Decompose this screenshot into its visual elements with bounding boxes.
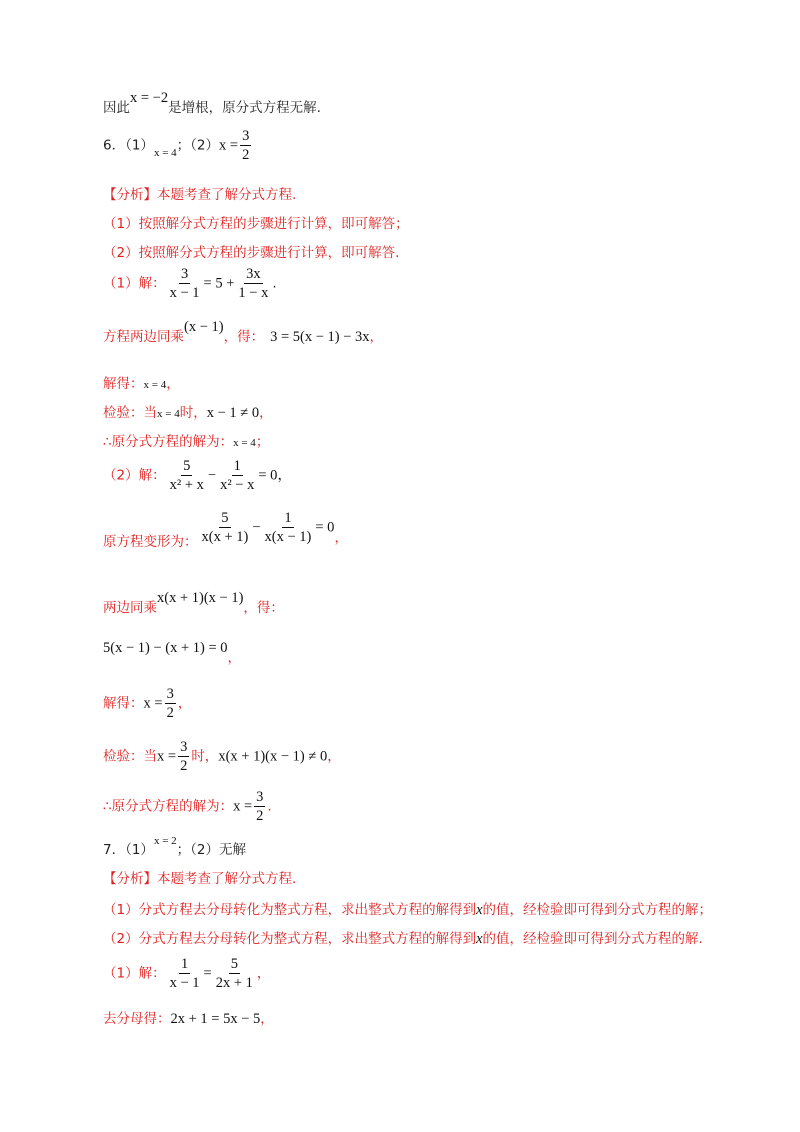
solution-7-1-equation: [103, 956, 270, 991]
text-multiply-both-sides: 方程两边同乘: [103, 329, 184, 345]
answer-7-part1: x = 2: [153, 835, 177, 847]
solution-6-2-check: [103, 739, 341, 774]
punct-period: .: [267, 798, 272, 815]
text-when: 时，: [191, 748, 219, 765]
solution-6-1-check: [103, 401, 273, 422]
math-factor: (x − 1): [184, 319, 224, 335]
text-when: 时，: [179, 405, 207, 421]
solution-6-1-equation: [103, 266, 277, 301]
analysis-7-step2-b: 的值，经检验即可得到分式方程的解.: [482, 931, 703, 947]
answer-6: [103, 128, 253, 163]
math-factor: x(x + 1)(x − 1): [157, 590, 244, 606]
math-minus: −: [207, 467, 217, 484]
analysis-7-step1: [103, 898, 712, 919]
math-equals-0: = 0，: [258, 467, 292, 484]
solution-6-2-solve: [103, 686, 191, 721]
punct-comma: ，: [334, 529, 348, 546]
text-get: ，得：: [243, 600, 284, 616]
punct-period: .: [272, 275, 277, 292]
solution-label: （1）解：: [103, 965, 166, 982]
analysis-6-step2: （2）按照解分式方程的步骤进行计算，即可解答.: [103, 245, 400, 261]
analysis-7-step1-b: 的值，经检验即可得到分式方程的解；: [482, 902, 713, 918]
answer-6-part1: x = 4: [153, 146, 177, 159]
answer-6-part2-lhs: x =: [219, 137, 239, 154]
math-minus: −: [252, 519, 261, 536]
punct-comma: ，: [260, 1011, 274, 1027]
punct-semicolon: ；: [255, 434, 270, 450]
text-check: 检验：当: [103, 405, 157, 421]
analysis-7-step2: [103, 927, 703, 948]
solution-6-1-conclusion: [103, 430, 269, 450]
line-extraneous-root: [103, 90, 321, 117]
answer-6-sep: ；（2）: [176, 137, 219, 154]
text-get: ，得：: [223, 329, 265, 345]
math-x-eq-4: x = 4: [157, 408, 180, 420]
math-var-x: x: [476, 902, 483, 918]
punct-comma: ，: [177, 695, 192, 712]
math-x-eq-neg2: x = −2: [130, 90, 169, 106]
text-therefore: 因此: [103, 100, 130, 116]
punct-comma: ，: [259, 405, 273, 421]
solution-6-1-multiply: [103, 319, 384, 346]
punct-comma: ，: [166, 376, 180, 392]
text-conclusion: ∴原分式方程的解为：: [103, 434, 234, 450]
analysis-6-step1: （1）按照解分式方程的步骤进行计算，即可解答；: [103, 216, 409, 232]
fraction-3-over-2: $\frac{3}{2}$: [256, 789, 264, 824]
text-solve: 解得：: [103, 695, 144, 712]
solution-label: （1）解：: [103, 275, 166, 292]
punct-comma: ，: [369, 329, 384, 345]
solution-label: （2）解：: [103, 467, 166, 484]
punct-comma: ，: [256, 965, 271, 982]
solution-6-2-cleared: [103, 636, 242, 666]
text-transform: 原方程变形为：: [103, 533, 198, 550]
text-extraneous: 是增根，原分式方程无解.: [168, 100, 321, 116]
solution-7-1-clear: [103, 1007, 274, 1028]
answer-7-part2: ；（2）无解: [176, 842, 246, 858]
text-clear-denominator: 去分母得：: [103, 1011, 171, 1027]
solution-6-1-solve: [103, 372, 180, 392]
solution-6-2-conclusion: [103, 789, 272, 824]
math-x-eq-4: x = 4: [233, 437, 256, 449]
fraction-3-over-2: $\frac{3}{2}$: [180, 739, 188, 774]
analysis-7-step2-a: （2）分式方程去分母转化为整式方程，求出整式方程的解得到: [103, 931, 477, 947]
math-x-minus-1-neq-0: x − 1 ≠ 0: [206, 405, 260, 421]
math-equals-5-plus: = 5 +: [203, 275, 235, 292]
fraction-5-over-x2-plus-x: $\frac{5}{\text{x² + x}}$: [169, 458, 204, 493]
math-equals: =: [203, 965, 212, 982]
analysis-7: 【分析】本题考查了解分式方程.: [103, 871, 297, 887]
math-multiplied-equation: 3 = 5(x − 1) − 3x: [270, 329, 370, 345]
fraction-3x-over-1-minus-x: $\frac{3x}{1 - x}$: [238, 266, 269, 301]
solution-6-2-equation: [103, 458, 292, 493]
punct-comma: ，: [327, 748, 341, 765]
math-equals-0: = 0: [315, 519, 335, 536]
text-solve: 解得：: [103, 376, 144, 392]
text-conclusion: ∴原分式方程的解为：: [103, 798, 234, 815]
solution-6-2-multiply: [103, 590, 284, 617]
fraction-5-over-x-x-plus-1: $\frac{5}{x(x + 1)}$: [201, 510, 249, 545]
text-multiply-both-sides: 两边同乘: [103, 600, 157, 616]
math-product-neq-0: x(x + 1)(x − 1) ≠ 0: [218, 748, 328, 765]
answer-6-part2-fraction: $\frac{3}{2}$: [242, 128, 250, 163]
math-var-x: x: [476, 931, 483, 947]
math-cleared-equation: 2x + 1 = 5x − 5: [170, 1011, 261, 1027]
answer-7-label: 7．（1）: [103, 842, 154, 858]
fraction-1-over-x2-minus-x: $\frac{1}{\text{x² − x}}$: [220, 458, 255, 493]
text-check: 检验：当: [103, 748, 157, 765]
fraction-1-over-x-minus-1: $\frac{1}{x - 1}$: [169, 956, 200, 991]
punct-comma: ，: [227, 650, 242, 666]
fraction-3-over-x-minus-1: $\frac{3}{x - 1}$: [169, 266, 200, 301]
math-cleared-equation: 5(x − 1) − (x + 1) = 0: [103, 640, 228, 656]
analysis-7-step1-a: （1）分式方程去分母转化为整式方程，求出整式方程的解得到: [103, 902, 477, 918]
fraction-3-over-2: $\frac{3}{2}$: [166, 686, 174, 721]
math-x-equals: x =: [143, 695, 163, 712]
answer-7: [103, 835, 246, 858]
fraction-5-over-2x-plus-1: $\frac{5}{2x + 1}$: [215, 956, 253, 991]
math-x-equals: x =: [233, 798, 253, 815]
math-x-eq-4: x = 4: [143, 379, 167, 391]
answer-6-label: 6．（1）: [103, 137, 154, 154]
math-x-equals: x =: [157, 748, 177, 765]
solution-6-2-transform: [103, 510, 348, 550]
fraction-1-over-x-x-minus-1: $\frac{1}{x(x - 1)}$: [264, 510, 312, 545]
analysis-6: 【分析】本题考查了解分式方程.: [103, 187, 297, 203]
